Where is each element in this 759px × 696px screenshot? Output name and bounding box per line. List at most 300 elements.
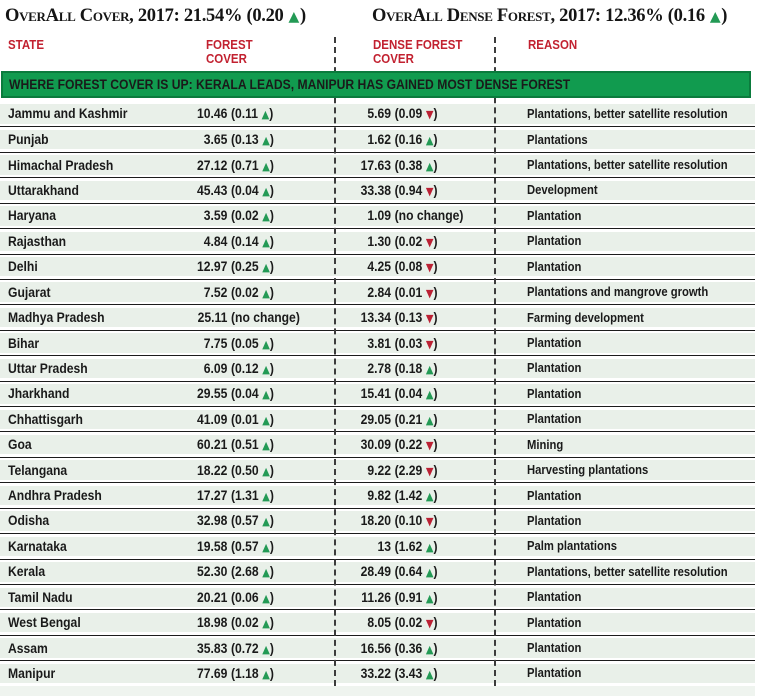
reason-text: Plantations, better satellite resolution <box>527 564 728 579</box>
trend-arrow-icon: ▼ <box>425 515 434 529</box>
dense-forest-number: 1.09 <box>367 208 391 224</box>
table-row <box>0 203 755 228</box>
dense-forest-value <box>310 259 438 274</box>
state-cell <box>8 588 80 607</box>
forest-cover-number: 25.11 <box>197 310 228 326</box>
table-row-band <box>0 537 755 556</box>
reason-text: Plantation <box>527 615 582 630</box>
table-row <box>0 254 755 279</box>
trend-arrow-icon: ▼ <box>425 184 434 198</box>
table-row-band <box>0 206 755 225</box>
dense-forest-change: (0.22 <box>394 437 423 453</box>
forest-cover-number: 3.65 <box>203 132 228 148</box>
dense-forest-cell <box>310 664 452 683</box>
state-name: Karnataka <box>8 538 67 554</box>
dense-forest-close: ) <box>433 182 438 198</box>
headline-banner-text: WHERE FOREST COVER IS UP: KERALA LEADS, MANIPUR HAS GAINED MOST DENSE FOREST <box>9 77 571 92</box>
dense-forest-value <box>310 183 438 198</box>
forest-cover-close: ) <box>269 106 274 122</box>
forest-cover-number: 7.75 <box>203 335 228 351</box>
table-row-band <box>0 104 755 124</box>
reason-text: Plantation <box>527 513 582 528</box>
reason-cell <box>527 588 587 607</box>
dense-forest-change: (0.36 <box>394 640 423 656</box>
dense-forest-change: (0.94 <box>394 182 423 198</box>
trend-arrow-icon: ▼ <box>425 108 434 122</box>
forest-cover-close: ) <box>269 665 274 681</box>
trend-arrow-icon: ▲ <box>262 439 270 453</box>
reason-text: Plantations and mangrove growth <box>527 285 709 300</box>
dense-forest-change: (0.18 <box>394 360 423 376</box>
forest-cover-cell <box>150 638 288 657</box>
trend-arrow-icon: ▲ <box>262 235 270 249</box>
forest-cover-cell <box>150 384 288 403</box>
overall-cover-close: ) <box>299 6 306 26</box>
trend-arrow-icon: ▲ <box>425 413 434 427</box>
dense-forest-number: 8.05 <box>367 615 391 631</box>
trend-arrow-icon: ▲ <box>262 210 270 224</box>
forest-cover-value <box>150 285 274 300</box>
dense-forest-cell <box>310 181 452 200</box>
reason-cell <box>527 333 587 352</box>
state-cell <box>8 384 76 403</box>
state-cell <box>8 460 74 479</box>
reason-text: Plantation <box>527 234 582 249</box>
table-row <box>0 457 755 482</box>
overall-dense-close: ) <box>721 6 728 26</box>
table-row-band <box>0 359 755 378</box>
forest-cover-change: (0.11 <box>231 106 259 122</box>
dense-forest-close: ) <box>433 106 438 122</box>
forest-cover-close: ) <box>269 233 274 249</box>
state-name: Gujarat <box>8 284 51 300</box>
reason-text: Plantation <box>527 336 582 350</box>
table-row <box>0 304 755 329</box>
state-cell <box>8 435 34 454</box>
dense-forest-change: (0.01 <box>394 284 423 300</box>
state-name: Telangana <box>8 462 68 478</box>
trend-arrow-icon: ▼ <box>425 286 434 300</box>
dense-forest-value <box>310 488 438 503</box>
dense-forest-cell <box>310 460 452 479</box>
reason-text: Plantation <box>527 361 582 376</box>
forest-cover-value <box>150 386 274 401</box>
trend-arrow-icon: ▲ <box>425 667 434 681</box>
reason-cell <box>527 410 587 429</box>
table-row <box>0 355 755 380</box>
dense-forest-number: 2.78 <box>367 360 391 376</box>
state-name: Manipur <box>8 665 56 681</box>
forest-cover-value <box>150 259 274 274</box>
forest-cover-cell <box>150 613 288 632</box>
forest-cover-number: 20.21 <box>196 589 228 605</box>
forest-cover-close: ) <box>269 335 274 351</box>
forest-cover-change: (no change <box>231 310 296 326</box>
dense-forest-cell <box>310 104 452 124</box>
dense-forest-change: (0.02 <box>394 233 423 249</box>
dense-forest-value <box>310 336 438 351</box>
table-row-band <box>0 562 755 581</box>
dense-forest-value <box>310 513 438 528</box>
state-cell <box>8 359 97 378</box>
dense-forest-cell <box>310 537 452 556</box>
dense-forest-cell <box>310 282 452 301</box>
forest-cover-change: (0.12 <box>231 360 259 376</box>
trend-arrow-icon: ▲ <box>262 591 270 605</box>
trend-arrow-icon: ▼ <box>425 617 434 631</box>
reason-cell <box>527 511 587 530</box>
reason-cell <box>527 257 587 276</box>
dense-forest-close: ) <box>433 589 438 605</box>
dense-forest-number: 16.56 <box>360 640 391 656</box>
dense-forest-number: 28.49 <box>360 564 391 580</box>
trend-arrow-icon: ▲ <box>262 617 270 631</box>
state-table <box>0 101 755 686</box>
dense-forest-value <box>310 310 438 325</box>
forest-cover-value <box>150 513 274 528</box>
trend-arrow-icon: ▲ <box>425 591 434 605</box>
forest-cover-close: ) <box>269 488 274 504</box>
state-cell <box>8 664 61 683</box>
table-row <box>0 635 755 660</box>
trend-arrow-icon: ▲ <box>262 286 270 300</box>
trend-arrow-icon: ▲ <box>262 540 270 554</box>
dense-forest-change: (0.64 <box>394 564 423 580</box>
table-row-band <box>0 232 755 251</box>
dense-forest-close: ) <box>433 488 438 504</box>
state-name: West Bengal <box>8 615 81 631</box>
forest-cover-close: ) <box>269 157 274 173</box>
dense-forest-cell <box>310 257 452 276</box>
state-name: Tamil Nadu <box>8 589 73 605</box>
trend-arrow-icon: ▲ <box>425 388 434 402</box>
state-cell <box>8 511 54 530</box>
forest-cover-cell <box>150 460 288 479</box>
reason-cell <box>527 104 750 124</box>
dense-forest-close: ) <box>459 208 464 224</box>
dense-forest-value <box>310 234 438 249</box>
dense-forest-close: ) <box>433 284 438 300</box>
forest-cover-cell <box>150 435 288 454</box>
state-name: Punjab <box>8 132 49 148</box>
trend-arrow-icon: ▼ <box>425 261 434 275</box>
forest-cover-cell <box>150 308 317 327</box>
state-cell <box>8 282 55 301</box>
dense-forest-number: 11.26 <box>361 589 391 605</box>
dense-forest-close: ) <box>433 640 438 656</box>
dense-forest-close: ) <box>433 259 438 275</box>
dense-forest-change: (0.02 <box>394 615 423 631</box>
table-row <box>0 660 755 685</box>
trend-arrow-icon: ▲ <box>425 134 434 148</box>
forest-cover-cell <box>150 486 288 505</box>
dense-forest-change: (0.03 <box>394 335 423 351</box>
trend-arrow-icon: ▲ <box>262 413 270 427</box>
dense-forest-line2: COVER <box>373 51 414 66</box>
trend-arrow-icon: ▼ <box>425 439 434 453</box>
dense-forest-number: 29.05 <box>360 411 391 427</box>
forest-cover-number: 45.43 <box>196 182 228 198</box>
dense-forest-number: 3.81 <box>367 335 391 351</box>
table-row <box>0 406 755 431</box>
table-row <box>0 559 755 584</box>
forest-cover-change: (0.14 <box>231 233 259 249</box>
state-cell <box>8 257 41 276</box>
reason-text: Plantation <box>527 666 582 681</box>
forest-cover-number: 7.52 <box>203 284 228 300</box>
forest-cover-cell <box>150 282 288 301</box>
table-row-band <box>0 460 755 479</box>
reason-cell <box>527 130 594 149</box>
overall-cover-text: OverAll Cover, 2017: 21.54% (0.20 <box>5 6 284 26</box>
dense-forest-value <box>310 361 438 376</box>
state-cell <box>8 537 73 556</box>
forest-cover-line1: FOREST <box>206 38 253 52</box>
trend-arrow-icon: ▲ <box>262 184 270 198</box>
table-row-band <box>0 181 755 200</box>
dense-forest-close: ) <box>433 411 438 427</box>
table-row-band <box>0 130 755 149</box>
state-name: Jammu and Kashmir <box>8 106 128 122</box>
dense-forest-cell <box>310 588 452 607</box>
dense-forest-change: (0.16 <box>394 132 423 148</box>
reason-cell <box>527 460 662 479</box>
state-name: Uttar Pradesh <box>8 360 88 376</box>
forest-cover-close: ) <box>269 360 274 376</box>
forest-cover-close: ) <box>269 564 274 580</box>
forest-cover-value <box>150 539 274 554</box>
dense-forest-close: ) <box>433 233 438 249</box>
table-row <box>0 152 755 177</box>
forest-cover-change: (0.02 <box>231 615 259 631</box>
reason-cell <box>527 664 587 683</box>
dense-forest-value <box>310 641 438 656</box>
forest-cover-number: 60.21 <box>196 437 228 453</box>
dense-forest-cell <box>310 359 452 378</box>
trend-arrow-icon: ▲ <box>262 667 270 681</box>
table-row <box>0 126 755 151</box>
reason-text: Plantation <box>527 386 582 401</box>
column-header-reason: REASON <box>528 38 578 52</box>
forest-cover-line2: COVER <box>206 51 247 66</box>
dense-forest-close: ) <box>433 360 438 376</box>
table-row <box>0 101 755 126</box>
dense-forest-cell <box>310 613 452 632</box>
dense-forest-change: (0.91 <box>394 589 423 605</box>
forest-cover-change: (0.13 <box>231 132 259 148</box>
dense-forest-change: (no change <box>394 208 460 224</box>
dense-forest-number: 30.09 <box>360 437 391 453</box>
dense-forest-value <box>310 158 438 173</box>
forest-cover-number: 18.98 <box>196 615 228 631</box>
forest-cover-value <box>150 615 274 630</box>
forest-cover-number: 3.59 <box>203 208 228 224</box>
reason-text: Plantation <box>527 488 582 503</box>
reason-text: Development <box>527 183 598 198</box>
forest-cover-number: 29.55 <box>196 386 228 402</box>
reason-cell <box>527 613 587 632</box>
forest-cover-change: (0.06 <box>231 589 259 605</box>
table-row <box>0 381 755 406</box>
trend-arrow-icon: ▲ <box>262 515 270 529</box>
trend-arrow-icon: ▼ <box>425 312 434 326</box>
forest-cover-change: (0.05 <box>231 335 259 351</box>
table-row-band <box>0 155 755 174</box>
table-row-band <box>0 308 755 327</box>
forest-cover-change: (0.50 <box>231 462 259 478</box>
state-name: Assam <box>8 640 48 656</box>
forest-cover-value <box>150 310 300 325</box>
table-row-band <box>0 257 755 276</box>
forest-cover-value <box>150 183 274 198</box>
dense-forest-cell <box>310 130 452 149</box>
state-cell <box>8 308 115 327</box>
forest-cover-value <box>150 641 274 656</box>
forest-cover-change: (0.04 <box>231 386 259 402</box>
trend-arrow-icon: ▲ <box>262 464 270 478</box>
forest-cover-number: 6.09 <box>203 360 228 376</box>
headline-banner <box>1 71 751 98</box>
reason-cell <box>527 562 750 581</box>
forest-cover-cell <box>150 104 287 124</box>
forest-cover-change: (0.02 <box>231 208 259 224</box>
forest-cover-value <box>150 463 274 478</box>
reason-cell <box>527 308 657 327</box>
state-name: Bihar <box>8 335 40 351</box>
table-row-band <box>0 511 755 530</box>
forest-cover-close: ) <box>269 462 274 478</box>
dense-forest-value <box>310 539 438 554</box>
table-row-band <box>0 664 755 683</box>
dense-forest-value <box>310 590 438 605</box>
reason-text: Plantations <box>527 132 588 147</box>
reason-cell <box>527 206 587 225</box>
state-name: Himachal Pradesh <box>8 157 114 173</box>
trend-arrow-icon: ▲ <box>425 540 434 554</box>
forest-cover-value <box>150 361 274 376</box>
forest-cover-close: ) <box>269 589 274 605</box>
dense-forest-change: (2.29 <box>394 462 423 478</box>
dense-forest-number: 1.30 <box>367 233 391 249</box>
trend-arrow-icon: ▲ <box>425 566 434 580</box>
dense-forest-value <box>310 386 438 401</box>
reason-cell <box>527 181 606 200</box>
forest-cover-cell <box>150 130 288 149</box>
table-row-band <box>0 435 755 454</box>
table-row <box>0 609 755 634</box>
reason-text: Farming development <box>527 310 644 325</box>
reason-cell <box>527 537 627 556</box>
forest-cover-close: ) <box>269 538 274 554</box>
forest-cover-number: 27.12 <box>196 157 228 173</box>
state-cell <box>8 232 73 251</box>
table-row <box>0 279 755 304</box>
trend-arrow-icon: ▲ <box>261 108 270 122</box>
dense-forest-number: 5.69 <box>367 106 391 122</box>
forest-cover-value <box>150 412 274 427</box>
forest-cover-close: ) <box>269 208 274 224</box>
reason-text: Plantations, better satellite resolution <box>527 106 728 121</box>
dense-forest-close: ) <box>433 335 438 351</box>
dense-forest-number: 9.82 <box>367 488 391 504</box>
dense-forest-cell <box>310 511 452 530</box>
forest-cover-cell <box>150 257 288 276</box>
trend-arrow-icon: ▲ <box>262 159 270 173</box>
state-cell <box>8 333 43 352</box>
forest-cover-value <box>150 132 274 147</box>
dense-forest-value <box>310 666 438 681</box>
dense-forest-change: (1.62 <box>394 538 423 554</box>
trend-arrow-icon: ▲ <box>262 388 270 402</box>
forest-cover-cell <box>150 511 288 530</box>
dense-forest-value <box>310 463 438 478</box>
column-divider-dashed <box>494 37 496 686</box>
forest-cover-number: 18.22 <box>196 462 228 478</box>
forest-cover-value <box>150 666 274 681</box>
state-cell <box>8 410 91 429</box>
dense-forest-close: ) <box>433 564 438 580</box>
reason-text: Plantation <box>527 259 582 274</box>
dense-forest-cell <box>310 155 452 174</box>
reason-cell <box>527 359 587 378</box>
reason-text: Plantation <box>527 208 582 223</box>
forest-cover-change: (0.51 <box>231 437 259 453</box>
table-row-band <box>0 410 755 429</box>
state-cell <box>8 155 125 174</box>
forest-cover-number: 12.97 <box>196 259 228 275</box>
forest-cover-close: ) <box>269 182 274 198</box>
forest-cover-cell <box>150 359 288 378</box>
forest-cover-close: ) <box>295 310 300 326</box>
table-row-band <box>0 384 755 403</box>
forest-cover-change: (0.02 <box>231 284 259 300</box>
forest-cover-value <box>150 437 274 452</box>
table-row <box>0 177 755 202</box>
column-header-dense-forest-cover <box>373 39 462 66</box>
state-name: Madhya Pradesh <box>8 310 105 326</box>
state-name: Kerala <box>8 564 46 580</box>
trend-arrow-icon: ▲ <box>262 362 270 376</box>
dense-forest-number: 9.22 <box>367 462 391 478</box>
dense-forest-change: (0.10 <box>394 513 423 529</box>
state-name: Haryana <box>8 208 56 224</box>
forest-cover-number: 52.30 <box>196 564 228 580</box>
table-row <box>0 228 755 253</box>
dense-forest-change: (1.42 <box>394 488 423 504</box>
forest-cover-close: ) <box>269 640 274 656</box>
dense-forest-close: ) <box>433 132 438 148</box>
forest-cover-change: (0.57 <box>231 513 259 529</box>
dense-forest-cell <box>310 410 452 429</box>
state-cell <box>8 104 141 124</box>
table-row-band <box>0 282 755 301</box>
dense-forest-value <box>310 285 438 300</box>
dense-forest-cell <box>310 638 452 657</box>
forest-cover-cell <box>150 206 288 225</box>
dense-forest-number: 13.34 <box>360 310 391 326</box>
dense-forest-change: (0.04 <box>394 386 423 402</box>
reason-cell <box>527 435 567 454</box>
forest-cover-cell <box>150 333 288 352</box>
forest-cover-value <box>150 234 274 249</box>
state-cell <box>8 562 49 581</box>
dense-forest-change: (0.21 <box>394 411 423 427</box>
forest-cover-change: (0.01 <box>231 411 259 427</box>
dense-forest-cell <box>310 333 452 352</box>
forest-cover-close: ) <box>269 615 274 631</box>
forest-cover-cell <box>150 181 288 200</box>
dense-forest-close: ) <box>433 538 438 554</box>
